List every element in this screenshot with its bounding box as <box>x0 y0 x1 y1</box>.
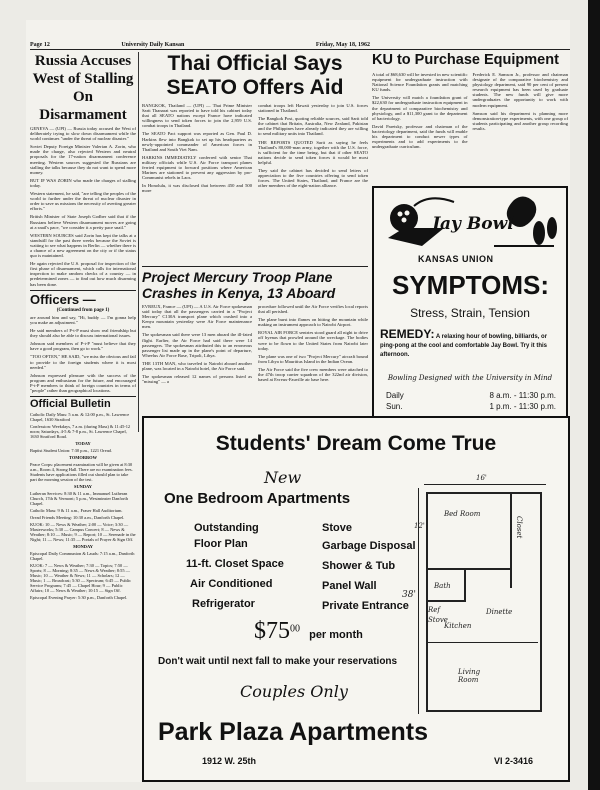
feature-left: 11-ft. Closet Space <box>186 558 284 570</box>
plan-label-living-room: Living Room <box>458 668 481 684</box>
left-column <box>30 52 136 780</box>
jay-bowl-logo: Jay Bowl <box>432 214 514 234</box>
price: $75 <box>254 618 290 644</box>
plaza-name: Park Plaza Apartments <box>158 718 429 746</box>
scan-edge <box>588 0 600 790</box>
plaza-phone: VI 2-3416 <box>494 756 534 766</box>
plan-label-closet: Closet <box>515 516 523 539</box>
feature-right: Private Entrance <box>322 600 409 612</box>
article-paragraph: Johnson said members of P-t-P "must believe that they have a good program, then go to work." <box>30 341 136 352</box>
article-paragraph: The plane was one of two "Project Mercury" aircraft bound from Libya to Mauritius Island in the Indian Ocean. <box>258 353 368 364</box>
plan-label-dinette: Dinette <box>486 608 513 616</box>
plan-wall <box>464 570 466 602</box>
plan-label-bath: Bath <box>434 582 451 590</box>
page-number: Page 12 <box>30 42 50 48</box>
per-month: per month <box>309 629 363 641</box>
plane-headline: Project Mercury Troop Plane Crashes in Kenya, 13 Aboard <box>142 269 336 301</box>
feature-right: Panel Wall <box>322 580 377 592</box>
article-paragraph: Johnson expressed pleasure with the success of the program and enthusiasm for the future, and encouraged P-t-P members to think of foreign countries in terms of "people" rather than geographical locations. <box>30 372 136 393</box>
plane-article <box>142 266 368 433</box>
feature-right: Stove <box>322 522 352 534</box>
bulletin-day: TOMORROW <box>69 455 97 461</box>
article-paragraph: British Minister of State Joseph Godber said that if the Russians believe Western disarmament moves are going at a snail's pace, "we consider it a pretty pace snail." <box>30 214 136 230</box>
plaza-new: New <box>264 468 302 487</box>
bulletin-day: MONDAY <box>73 544 93 550</box>
floor-plan <box>402 474 554 716</box>
park-plaza-ad <box>142 416 570 782</box>
column-divider <box>138 52 139 432</box>
article-paragraph: ROYAL AIR FORCE sentries stood guard all night to drive off hyenas that prowled around the wreckage. The bodies were to be flown to the United States from Nairobi later today. <box>258 330 368 351</box>
article-paragraph: The University will match a foundation grant of $22,630 for undergraduate instruction equipment in the department of comparative biochemistry and physiology, and a $11,300 grant to the department of bacteriology. <box>372 95 468 121</box>
plan-label-ref: Ref <box>428 606 441 614</box>
hours-time: 1 p.m. - 11:30 p.m. <box>489 402 556 411</box>
officers-article <box>30 315 136 393</box>
bulletin-item: Episcopal Daily Communion & Lauds: 7:15 a.m., Danforth Chapel. <box>30 551 135 562</box>
article-paragraph: HARKINS IMMEDIATELY conferred with senior Thai military officials while U.S. Air Force transport planes ferried equipment to forward positions where American Marines are stationed to prevent any aggression by pro-Communist rebels in Laos. <box>142 154 252 181</box>
feature-right: Shower & Tub <box>322 560 396 572</box>
article-paragraph: The Air Force said the five crew members were attached to the 47th troop carrier squadron of the 322nd air division, based at Evreux-Fauville air base here. <box>258 366 368 383</box>
officers-headline: Officers — <box>30 291 96 307</box>
bulletin-list <box>30 412 136 600</box>
bulletin-item: Confession: Weekdays, 7 a.m. (during Mass) & 11:45-12 noon; Saturdays, 4-5 & 7-8 p.m., St. Lawrence Chapel, 1630 Stratford Road. <box>30 424 131 440</box>
plan-wall <box>426 600 466 602</box>
plan-dim-12: 12' <box>414 522 425 530</box>
ku-article <box>372 52 568 184</box>
bulletin-item: KUOK: 7 — News & Weather; 7:30 — Topics; 7:50 — Sports; 8 — Morning; 8:35 — News & Weather; 8:55 — Music; 10 — Weather & News; 11 — Scholars; 12 — Music; 1 — Broadcast; 5:30 — Spectrum; 6:45 — Public Service Programs; 7:45 — Chapel Hour; 9 — Public Affairs; 10 — News & Weather; 10:15 — Sign Off. <box>30 563 132 594</box>
hours-time: 8 a.m. - 11:30 p.m. <box>489 391 556 400</box>
article-paragraph: GENEVA — (UPI) — Russia today accused the West of deliberately trying to slow down disarmament while the world continues "under the threat of nuclear disaster." <box>30 126 136 142</box>
couples-only: Couples Only <box>240 682 348 701</box>
article-paragraph: EVREUX, France — (UPI) — A U.S. Air Force spokesman said today that all the passengers carried in a "Project Mercury" C130A transport plane which crashed into a Kenya mountain yesterday were Air Force maintenance men. <box>142 304 252 330</box>
hours-table <box>386 390 556 412</box>
article-paragraph: In Honolulu, it was disclosed that between 450 and 500 more <box>142 183 252 194</box>
article-paragraph: The SEATO Pact support was reported as Gen. Paul D. Harkins flew into Bangkok to set up his headquarters as newly-appointed commander of American forces in Thailand and South Viet Nam. <box>142 131 252 152</box>
plaza-warning: Don't wait until next fall to make your reservations <box>158 656 398 667</box>
bulletin-item: Lutheran Services: 8:30 & 11 a.m., Immanuel Lutheran Church, 17th & Vermont; 5 p.m., Westminster Danforth Chapel. <box>30 491 128 507</box>
article-paragraph: He said members of P-t-P must show real friendship but they should also be able to discuss international issues. <box>30 328 136 339</box>
article-paragraph: procedure followed until the Air Force verifies local reports that all perished. <box>258 304 368 315</box>
symptoms-headline: SYMPTOMS: <box>392 270 549 300</box>
thai-article <box>142 52 368 264</box>
article-paragraph: The spokesman said there were 13 men aboard the ill-fated flight. Earlier, the Air Force had said there were 14 passengers. The spokesman attributed this to an erroneous passenger list made up in the plane's point of departure, Wheelus Air Force Base, Tripoli, Libya. <box>142 332 252 358</box>
plaza-address: 1912 W. 25th <box>202 756 257 766</box>
article-paragraph: The plane burst into flames on hitting the mountain while making an instrument approach to Nairobi Airport. <box>258 317 368 328</box>
feature-left: Refrigerator <box>192 598 255 610</box>
bulletin-item: Episcopal Evening Prayer: 5:30 p.m., Danforth Chapel. <box>30 595 128 601</box>
russia-headline: Russia Accuses West of Stalling On Disarmament <box>32 53 134 123</box>
article-paragraph: combat troops left Hawaii yesterday to join U.S. forces stationed in Thailand. <box>258 103 368 114</box>
plan-wall <box>426 568 510 570</box>
plan-width-label: 16' <box>476 474 487 482</box>
article-paragraph: They said the cabinet has decided to send letters of appreciation to the five countries offering to send token forces. The United States, Thailand, and France are the other members of the eight-nation alliance. <box>258 168 368 189</box>
officers-continued: (Continued from page 1) <box>56 307 110 313</box>
plaza-subhead: One Bedroom Apartments <box>164 490 351 507</box>
bulletin-item: Peace Corps: placement examination will be given at 8:30 a.m., Room 4, Strong Hall. There are no examination fees. Students have applications filled out should plan to take part the morning session of the test. <box>30 462 133 483</box>
plan-label-stove: Stove <box>428 616 448 624</box>
divider <box>30 290 136 291</box>
article-paragraph: BUT IF WAS ZORIN who made the charges of stalling today. <box>30 177 136 188</box>
article-paragraph: are around him and say, "Hi, buddy — I'm gonna help you make an adjustment." <box>30 314 136 325</box>
remedy-label: REMEDY: <box>380 327 435 341</box>
plan-wall <box>424 484 546 485</box>
article-paragraph: THE REPORTS QUOTED Sarit as saying he feels Thailand's 80,000-man army, together with the U.S. force, is sufficient for the time being, but that if other SEATO nations decide to send token forces it would be most helpful. <box>258 139 368 165</box>
bulletin-item: Oread Friends Meeting: 10:30 a.m., Danforth Chapel. <box>30 515 125 521</box>
jay-bowl-ad <box>372 186 568 426</box>
article-paragraph: The Bangkok Post, quoting reliable sources, said Sarit told the cabinet that Britain, Australia, New Zealand, Pakistan and the Philippines have already indicated they are willing to send military units into Thailand. <box>258 116 368 137</box>
article-paragraph: Western statement, he said, "are telling the peoples of the world to further under the threat of nuclear disaster in order to save us missions the necessity of averting greater efforts." <box>30 191 136 212</box>
plan-length-label: 38' <box>402 590 416 600</box>
divider <box>30 396 136 397</box>
feature-left: Air Conditioned <box>190 578 273 590</box>
bulletin-day: SUNDAY <box>74 484 92 490</box>
remedy-block <box>380 327 560 360</box>
issue-date: Friday, May 18, 1962 <box>315 42 370 48</box>
plan-wall <box>510 492 512 588</box>
feature-right: Garbage Disposal <box>322 540 416 552</box>
hours-day: Sun. <box>386 402 403 411</box>
hours-day: Daily <box>386 391 404 400</box>
article-paragraph: He again rejected the U.S. proposal for inspection of the first phase of disarmament, which calls for international inspection to make random checks of a country — in predetermined zones — to find out how much disarming has been done. <box>30 261 136 287</box>
article-paragraph: David Paretsky, professor and chairman of the bacteriology department, said the funds will enable his department to conduct newer types of experiments and to add experiments to the undergraduate curriculum. <box>372 123 468 150</box>
article-paragraph: Frederick E. Samson Jr., professor and chairman designate of the comparative biochemistry and physiology department, said 90 per cent of present research equipment has been used by graduate students. The new funds will give more undergraduates the opportunity to work with modern equipment. <box>472 72 568 108</box>
bulletin-item: Catholic Daily Mass: 5 a.m. & 12:00 p.m., St. Lawrence Chapel, 1630 Stratford <box>30 412 130 423</box>
article-paragraph: A total of $68,630 will be invested in new scientific equipment for undergraduate instruction with National Science Foundation grants and matching KU funds. <box>372 72 468 93</box>
plaza-headline: Students' Dream Come True <box>215 432 497 455</box>
symptoms-list: Stress, Strain, Tension <box>410 306 530 320</box>
article-paragraph: The spokesman released 12 names of persons listed as "missing" — a <box>142 374 252 385</box>
article-paragraph: THE 13TH MAN, who traveled to Nairobi aboard another plane, was located in a Nairobi hotel, the Air Force said. <box>142 360 252 372</box>
kansas-union: KANSAS UNION <box>418 254 494 264</box>
article-paragraph: BANGKOK, Thailand — (UPI) — Thai Prime Minister Sarit Thanarat was reported to have told his cabinet today that all SEATO nations except France have indicated willingness to send token forces to join the 2,959 U.S. combat troops in Thailand. <box>142 103 252 129</box>
jay-bowl-tagline: Bowling Designed with the University in Mind <box>387 374 553 382</box>
plan-wall <box>426 642 538 643</box>
bulletin-item: Catholic Mass: 9 & 11 a.m., Fraser Hall Auditorium. <box>30 508 123 514</box>
plan-label-kitchen: Kitchen <box>444 622 472 630</box>
plan-label-bedroom: Bed Room <box>444 510 481 518</box>
thai-headline: Thai Official Says SEATO Offers Aid <box>166 52 344 99</box>
ku-headline: KU to Purchase Equipment <box>372 52 559 68</box>
price-block <box>254 618 363 645</box>
article-paragraph: Samson said his department is planning more demonstration-type experiments, with one group of students participating and another group recording results. <box>472 110 568 131</box>
bulletin-day: TODAY <box>75 441 91 447</box>
price-cents: 00 <box>290 623 300 635</box>
paper-name: University Daily Kansan <box>121 42 185 48</box>
article-paragraph: WESTERN SOURCES said Zorin has kept the talks at a standstill for the past three weeks because the Soviet is waiting to see what happens in Berlin — whether there is a chance of a new agreement on the city or if the status quo is maintained. <box>30 232 136 259</box>
newspaper-page <box>26 20 570 782</box>
bulletin-item: Baptist Student Union: 7:30 p.m., 1221 Oread. <box>30 448 112 454</box>
russia-article <box>30 126 136 287</box>
bulletin-headline: Official Bulletin <box>30 398 111 411</box>
bulletin-item: KUOK: 10 — News & Weather; 2:00 — Voice; 3:30 — Masterworks; 5:30 — Campus Concert; 8 — News & Weather; 8:10 — Music; 9 — Report; 10 — Serenade in the Night; 11 — News; 11:35 — Portals of Prayer & Sign Off. <box>30 522 136 543</box>
page-header <box>30 42 570 50</box>
feature-left: Floor Plan <box>194 538 248 550</box>
article-paragraph: "TOO OFTEN," HE SAID, "we miss the obvious and fail to provide to the foreign students where it is most needed." <box>30 354 136 370</box>
article-paragraph: Soviet Deputy Foreign Minister Valerian A. Zorin, who made the charge, also rejected Western and neutral proposals for the 17-nation disarmament conference meeting. Western sources suggested the Russians are stalling the talks because they do not want to spend more money. <box>30 144 136 175</box>
remedy-text: A relaxing hour of bowling, billiards, or ping-pong at the cool and comfortable Jay Bowl. Try it this afternoon. <box>380 334 548 358</box>
feature-left: Outstanding <box>194 522 259 534</box>
